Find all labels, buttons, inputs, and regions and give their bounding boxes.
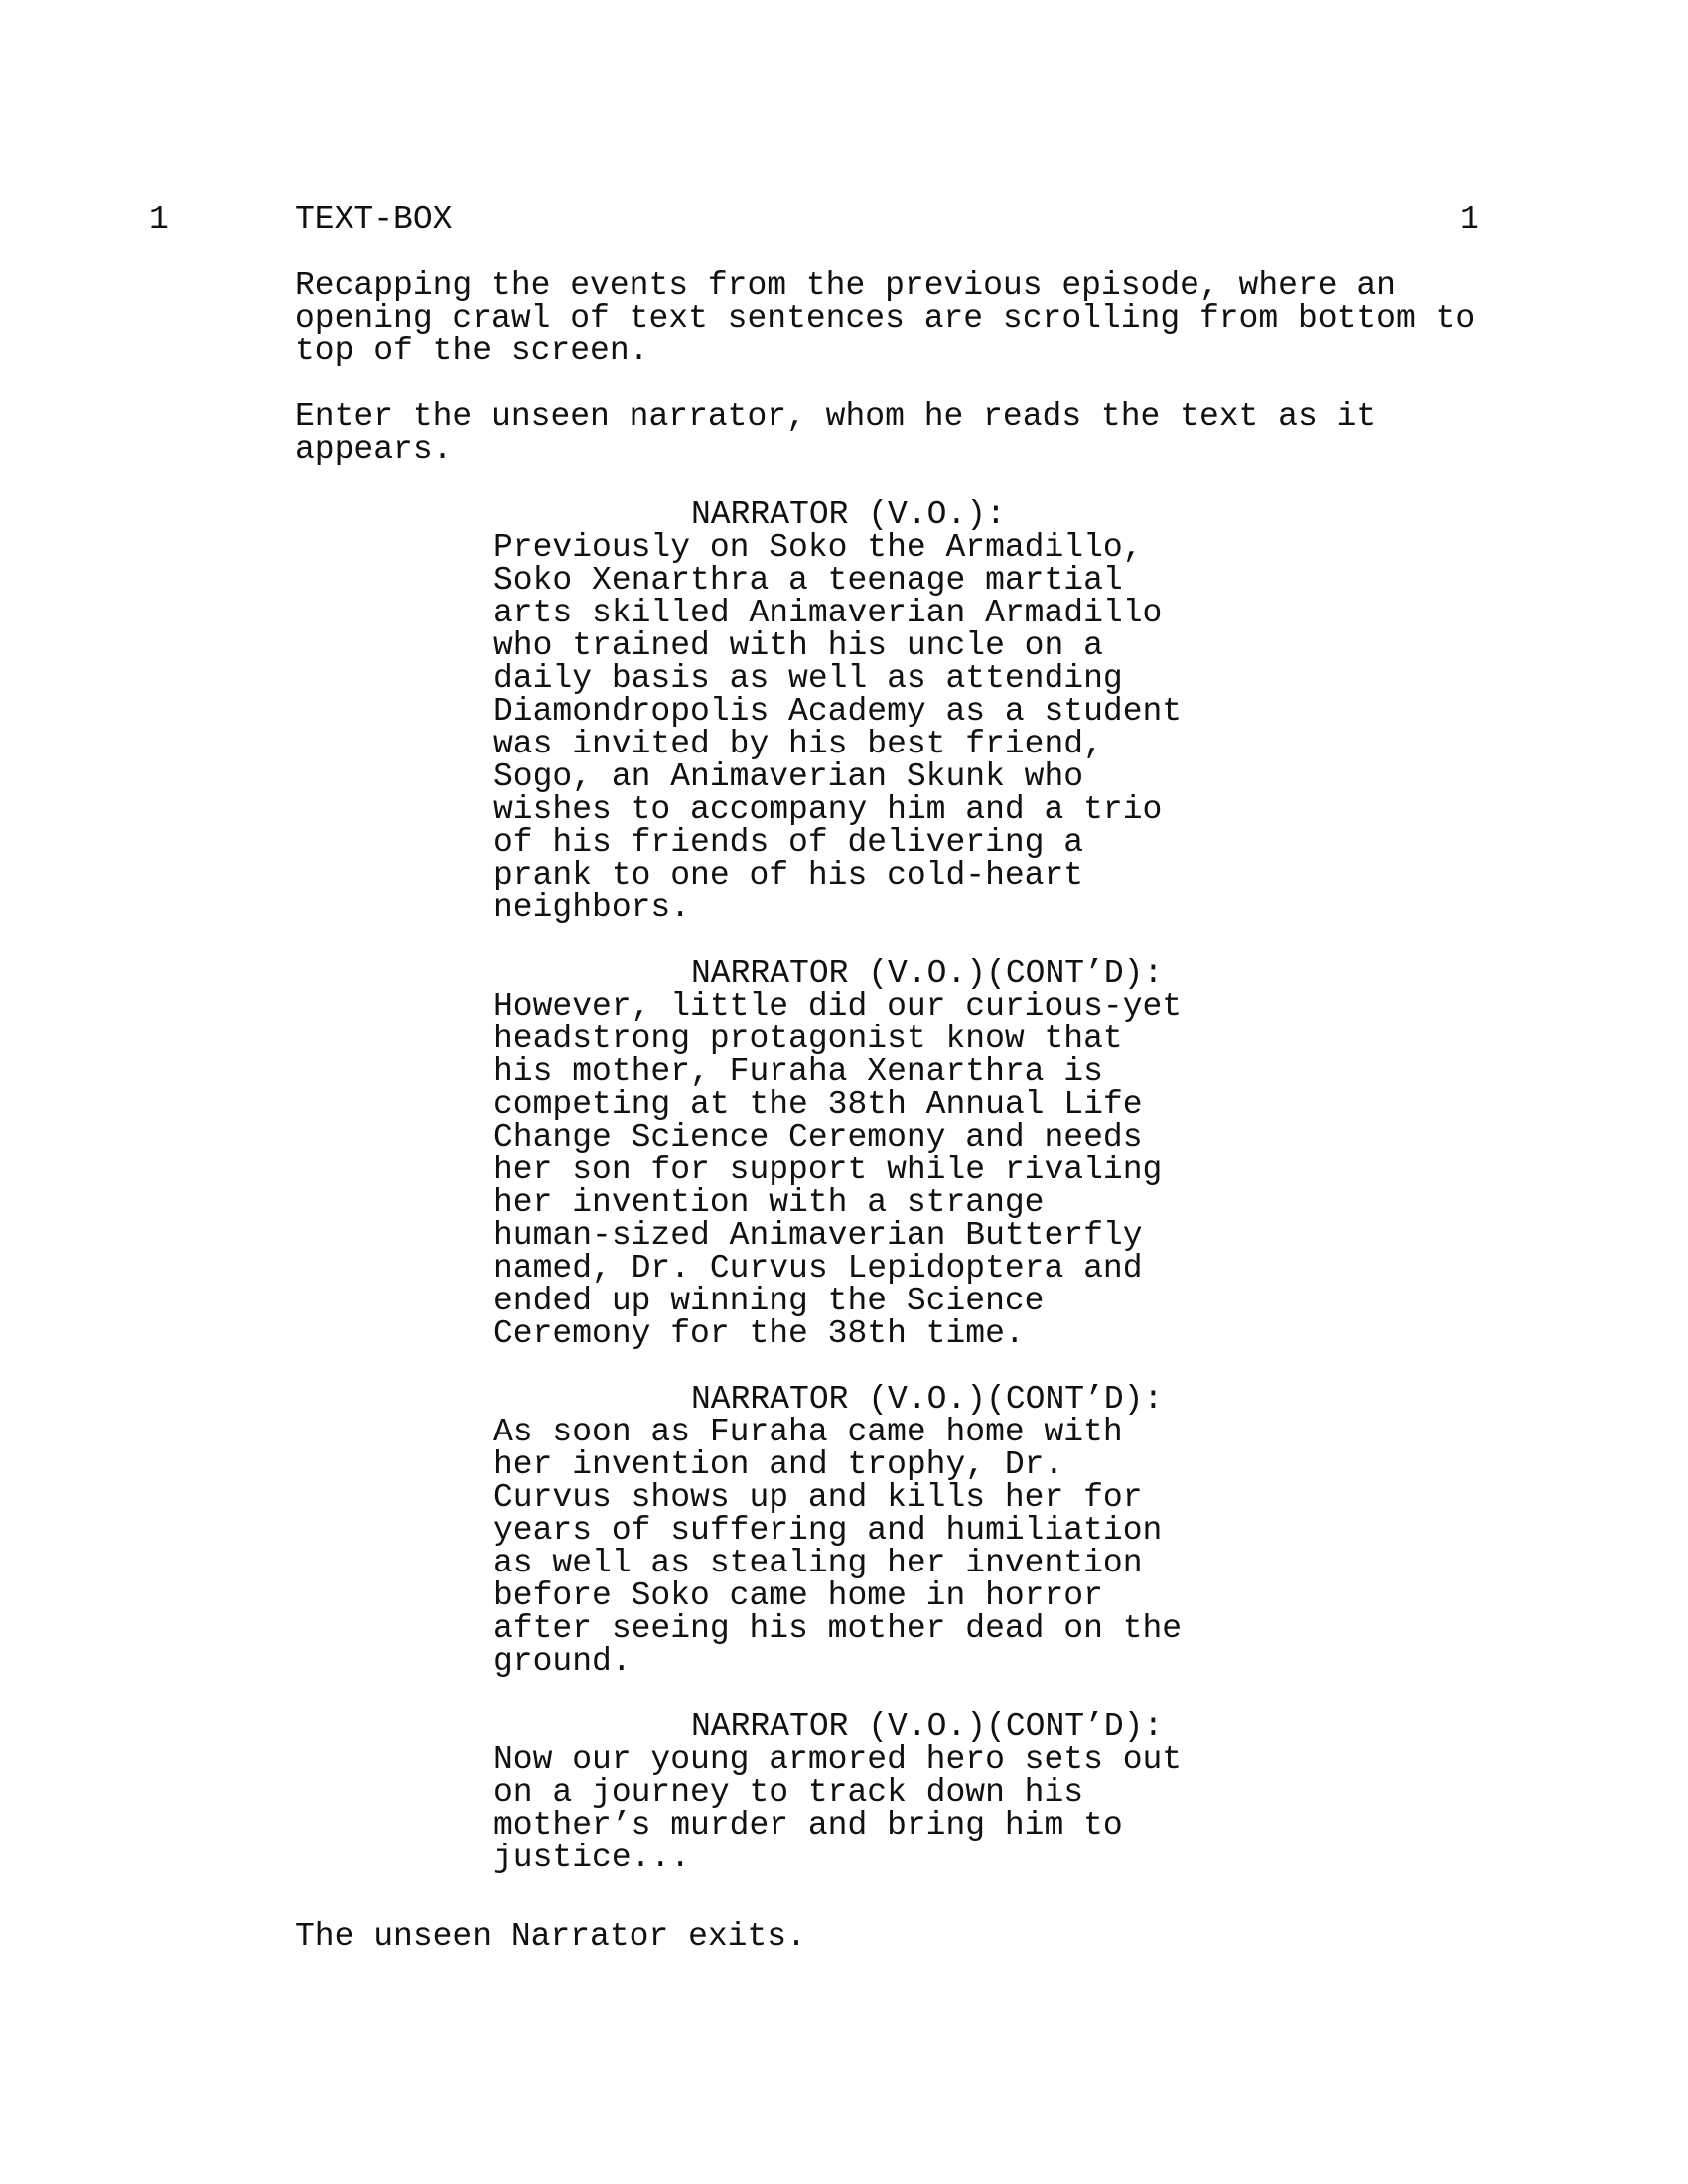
character-cue: NARRATOR (V.O.)(CONT’D): (691, 955, 1164, 992)
character-cue: NARRATOR (V.O.)(CONT’D): (691, 1708, 1164, 1745)
scene-heading: TEXT-BOX (295, 202, 453, 238)
character-cue: NARRATOR (V.O.): (691, 496, 1006, 533)
dialogue-text: Now our young armored hero sets out on a journey to track down his mother’s murder and bring him to justice... (493, 1741, 1183, 1876)
action-paragraph: Enter the unseen narrator, whom he reads the text as it appears. (295, 398, 1377, 468)
character-cue: NARRATOR (V.O.)(CONT’D): (691, 1381, 1164, 1418)
action-paragraph: Recapping the events from the previous episode, where an opening crawl of text sentences are scrolling from bottom to top of the screen. (295, 267, 1476, 369)
dialogue-text: Previously on Soko the Armadillo, Soko Xenarthra a teenage martial arts skilled Animaverian Armadillo who trained with his uncle on a daily basis as well as attending Diamondropolis Academy as a student was invited by his best friend, Sogo, an Animaverian Skunk who wishes to accompany him and a trio of his friends of delivering a prank to one of his cold-heart neighbors. (493, 529, 1183, 926)
dialogue-text: As soon as Furaha came home with her invention and trophy, Dr. Curvus shows up and kills her for years of suffering and humiliation as well as stealing her invention before Soko came home in horror after seeing his mother dead on the ground. (493, 1414, 1183, 1680)
action-paragraph: The unseen Narrator exits. (295, 1918, 806, 1955)
scene-number-right: 1 (1460, 202, 1479, 238)
dialogue-text: However, little did our curious-yet headstrong protagonist know that his mother, Furaha Xenarthra is competing at the 38th Annual Life Change Science Ceremony and needs her son for support while rivaling her invention with a strange human-sized Animaverian Butterfly named, Dr. Curvus Lepidoptera and ended up winning the Science Ceremony for the 38th time. (493, 988, 1183, 1352)
scene-number-left: 1 (149, 202, 169, 238)
